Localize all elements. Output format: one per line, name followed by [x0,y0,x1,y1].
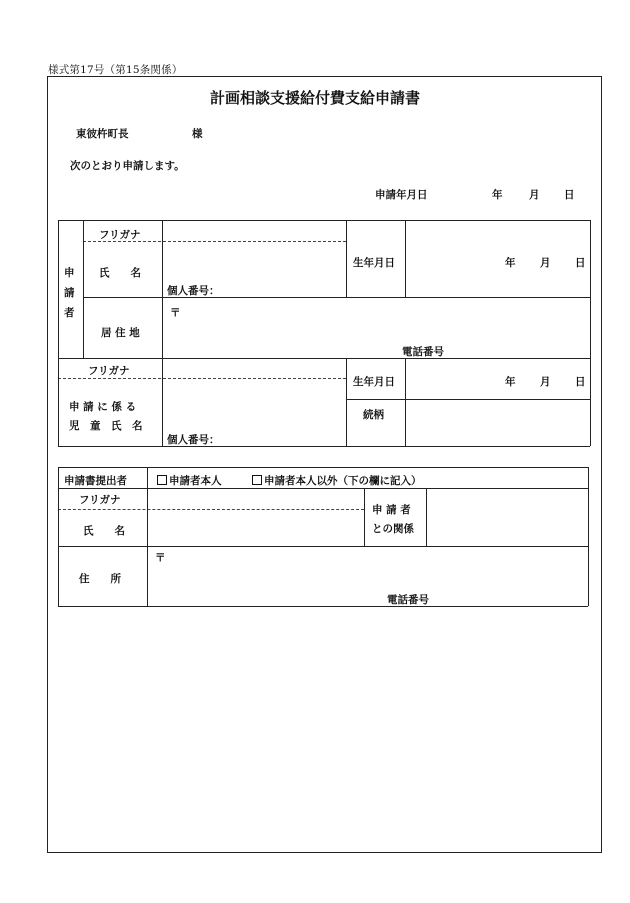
submitter-postal-mark: 〒 [155,552,166,564]
applicant-side-label-3: 者 [64,307,75,319]
child-personal-number-label: 個人番号： [167,434,220,446]
option-self-label: 申請者本人 [169,475,222,487]
submitter-option-self[interactable] [157,473,222,488]
applicant-address-label: 居 住 地 [101,327,140,339]
addressee-name: 東彼杵町長 [76,128,129,140]
intro-text: 次のとおり申請します。 [70,160,185,172]
applicant-name-label: 氏 名 [99,267,141,279]
applicant-birth-day: 日 [575,257,586,269]
document-frame [47,76,602,853]
submitter-option-other[interactable] [252,473,422,488]
addressee-honorific: 様 [192,128,203,140]
submitter-name-label: 氏 名 [83,525,125,537]
checkbox-other[interactable] [252,475,262,485]
applicant-phone-label: 電話番号 [402,346,444,358]
option-other-label: 申請者本人以外（下の欄に記入） [264,475,422,487]
application-date-month: 月 [529,189,540,201]
checkbox-self[interactable] [157,475,167,485]
applicant-birth-month: 月 [540,257,551,269]
application-date-year: 年 [492,189,503,201]
child-name-label-line1: 申 請 に 係 る [69,401,137,413]
child-furigana-label: フリガナ [88,365,130,377]
applicant-side-label-2: 請 [64,287,75,299]
applicant-furigana-label: フリガナ [99,229,141,241]
application-date-label: 申請年月日 [375,189,428,201]
submitter-address-label: 住 所 [79,573,121,585]
submitter-relation-label-line1: 申 請 者 [372,504,411,516]
submitter-phone-label: 電話番号 [387,594,429,606]
child-birth-month: 月 [540,376,551,388]
child-birth-day: 日 [575,376,586,388]
submitter-furigana-label: フリガナ [79,494,121,506]
child-birthdate-label: 生年月日 [353,376,395,388]
child-relation-label: 続柄 [363,409,384,421]
submitter-relation-label-line2: との関係 [372,523,414,535]
applicant-birth-year: 年 [505,257,516,269]
child-birth-year: 年 [505,376,516,388]
application-date-day: 日 [564,189,575,201]
form-number: 様式第17号（第15条関係） [48,64,183,76]
applicant-postal-mark: 〒 [170,307,181,319]
applicant-birthdate-label: 生年月日 [353,257,395,269]
submitter-label: 申請書提出者 [64,475,127,487]
document-title: 計画相談支援給付費支給申請書 [209,89,420,107]
child-name-label-line2: 児 童 氏 名 [69,420,143,432]
applicant-side-label-1: 申 [64,267,75,279]
applicant-personal-number-label: 個人番号： [167,285,220,297]
